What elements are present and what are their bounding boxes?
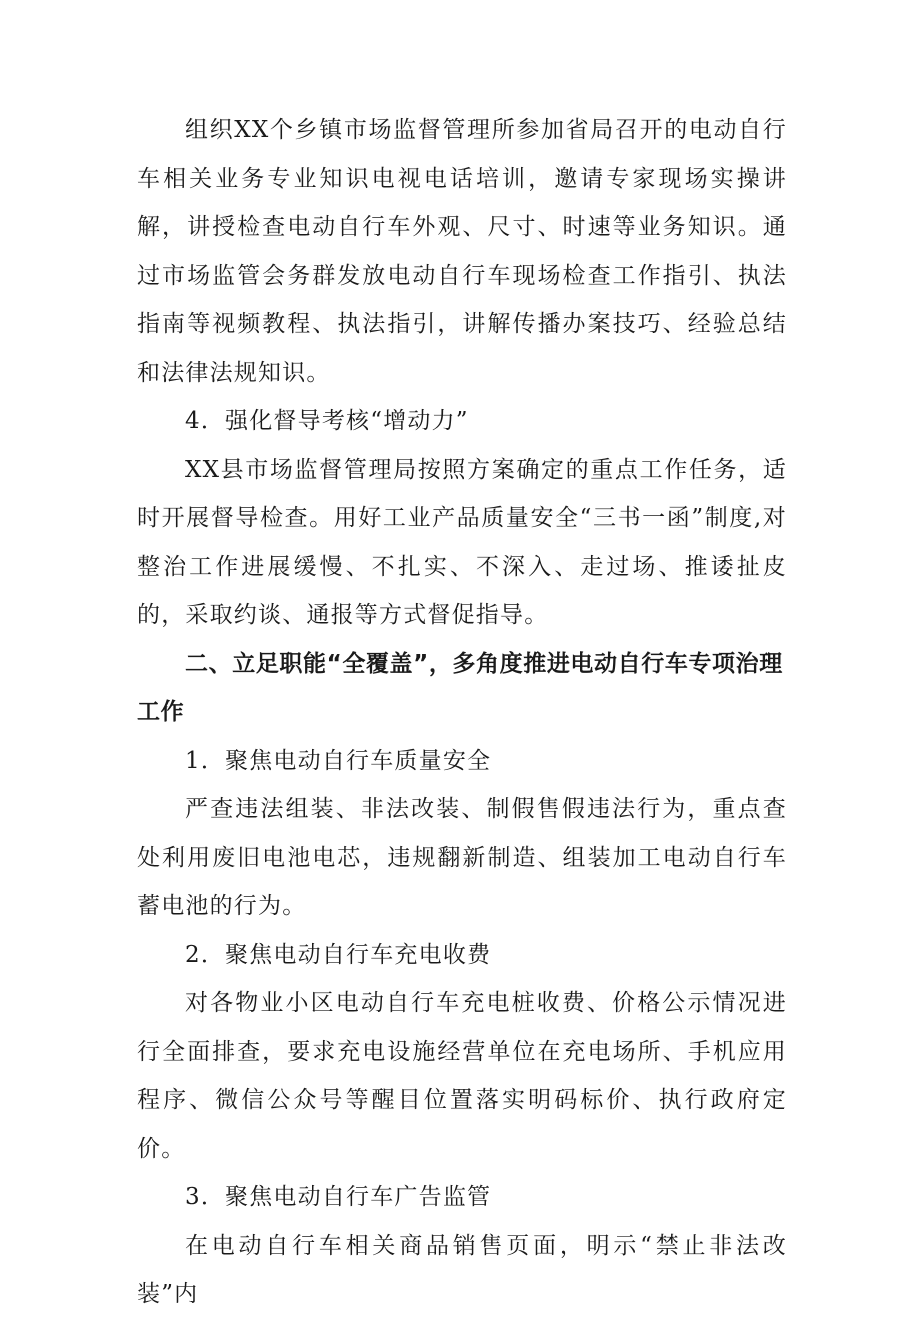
paragraph-quality-safety: 严查违法组装、非法改装、制假售假违法行为，重点查处利用废旧电池电芯，违规翻新制造、组装加工电动自行车蓄电池的行为。 [137,796,787,919]
section-heading-two: 二、立足职能“全覆盖”，多角度推进电动自行车专项治理工作 [137,650,783,725]
subheading-advertising: 3．聚焦电动自行车广告监管 [185,1184,492,1210]
paragraph-supervision: XX县市场监督管理局按照方案确定的重点工作任务，适时开展督导检查。用好工业产品质量安全“三书一函”制度,对整治工作进展缓慢、不扎实、不深入、走过场、推诿扯皮的，采取约谈、通报等方式督促指导。 [137,456,787,628]
subheading-charging-fees: 2．聚焦电动自行车充电收费 [185,941,492,968]
paragraph-advertising: 在电动自行车相关商品销售页面，明示“禁止非法改装”内 [137,1232,787,1307]
paragraph-charging-fees: 对各物业小区电动自行车充电桩收费、价格公示情况进行全面排查，要求充电设施经营单位在充电场所、手机应用程序、微信公众号等醒目位置落实明码标价、执行政府定价。 [137,990,787,1162]
subheading-supervision: 4．强化督导考核“增动力” [185,408,469,434]
paragraph-training: 组织XX个乡镇市场监督管理所参加省局召开的电动自行车相关业务专业知识电视电话培训，邀请专家现场实操讲解，讲授检查电动自行车外观、尺寸、时速等业务知识。通过市场监管会务群发放电动自行车现场检查工作指引、执法指南等视频教程、执法指引，讲解传播办案技巧、经验总结和法律法规知识。 [137,117,787,386]
subheading-quality-safety: 1．聚焦电动自行车质量安全 [185,747,492,774]
document-body [137,106,787,1319]
